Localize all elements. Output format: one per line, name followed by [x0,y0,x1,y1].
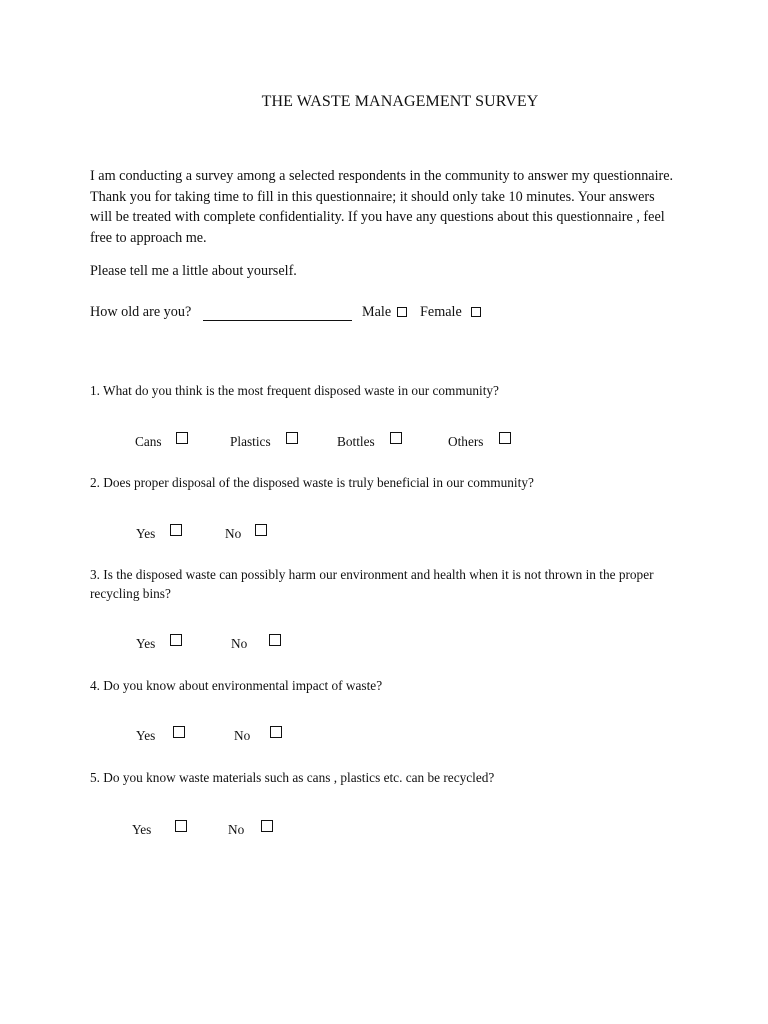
q2-option-no-label: No [225,526,242,541]
q4-option-yes-checkbox[interactable] [173,726,185,738]
question-3: 3. Is the disposed waste can possibly harm our environment and health when it is not thrown in the proper recycling bins? [90,567,654,601]
q1-option-plastics-checkbox[interactable] [286,432,298,444]
question-4: 4. Do you know about environmental impact of waste? [90,678,383,693]
q1-option-others-label: Others [448,434,484,449]
female-label: Female [420,304,462,320]
q3-option-no-label: No [231,636,248,651]
intro-paragraph: I am conducting a survey among a selected respondents in the community to answer my questionnaire. Thank you for taking time to fill in this questionnaire; it should only take 10 minutes. Your answers will be treated with complete confidentiality. If you have any questions about this questionnaire , feel free to approach me. [90,168,674,246]
question-1: 1. What do you think is the most frequent disposed waste in our community? [90,383,499,398]
q4-option-no-checkbox[interactable] [270,726,282,738]
q2-option-no-checkbox[interactable] [255,524,267,536]
q1-option-bottles-checkbox[interactable] [390,432,402,444]
q5-option-yes-checkbox[interactable] [175,820,187,832]
female-checkbox[interactable] [471,307,481,317]
q1-option-others-checkbox[interactable] [499,432,511,444]
q1-option-cans-checkbox[interactable] [176,432,188,444]
age-answer-line[interactable] [203,320,352,321]
q4-option-no-label: No [234,728,251,743]
q5-option-no-checkbox[interactable] [261,820,273,832]
question-2: 2. Does proper disposal of the disposed waste is truly beneficial in our community? [90,475,534,490]
q3-option-yes-label: Yes [136,636,156,651]
q1-option-bottles-label: Bottles [337,434,375,449]
question-5: 5. Do you know waste materials such as cans , plastics etc. can be recycled? [90,770,495,785]
q3-option-no-checkbox[interactable] [269,634,281,646]
q1-option-plastics-label: Plastics [230,434,271,449]
q2-option-yes-checkbox[interactable] [170,524,182,536]
q1-option-cans-label: Cans [135,434,162,449]
male-label: Male [362,304,392,320]
q4-option-yes-label: Yes [136,728,156,743]
male-checkbox[interactable] [397,307,407,317]
q5-option-yes-label: Yes [132,822,152,837]
age-label: How old are you? [90,304,192,320]
about-prompt: Please tell me a little about yourself. [90,263,297,279]
q5-option-no-label: No [228,822,245,837]
survey-title: THE WASTE MANAGEMENT SURVEY [261,93,539,110]
q2-option-yes-label: Yes [136,526,156,541]
q3-option-yes-checkbox[interactable] [170,634,182,646]
